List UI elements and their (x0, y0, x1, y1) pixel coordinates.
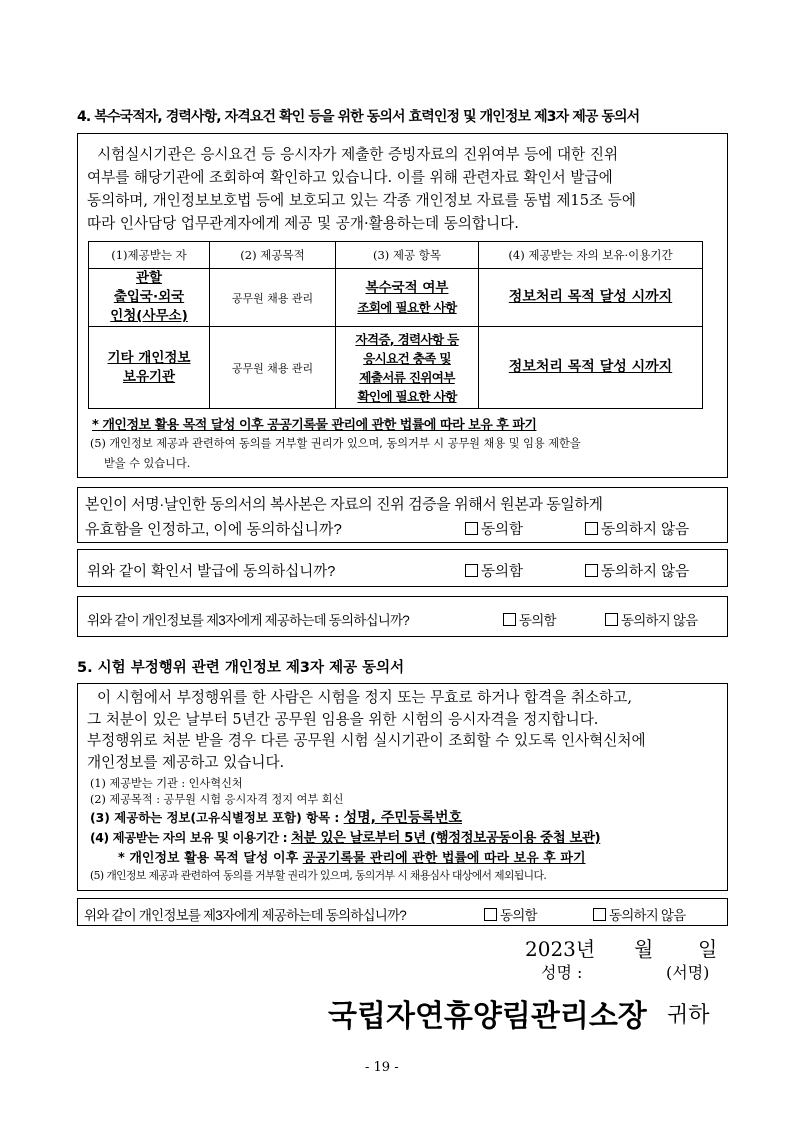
checkbox-square-icon[interactable] (465, 522, 478, 535)
section4-line: 동의하며, 개인정보보호법 등에 보호되고 있는 각종 개인정보 자료를 동법 제15조 등에 (87, 192, 636, 209)
section4-box (77, 133, 728, 478)
recipient-line: 출입국·외국 (113, 289, 185, 305)
agree-checkbox[interactable] (465, 560, 523, 581)
table-row (89, 327, 703, 409)
table-header: (3) 제공 항목 (336, 242, 479, 269)
agree-label: 동의함 (481, 522, 524, 538)
note-prefix: * 개인정보 활용 목적 달성 이후 (118, 851, 303, 866)
consent-copy-line2: 유효함을 인정하고, 이에 동의하십니까? (85, 521, 342, 538)
recipient-cell (89, 269, 210, 327)
recipient-line: 보유기관 (122, 368, 176, 385)
consent-cert-box (77, 549, 728, 587)
checkbox-square-icon[interactable] (593, 908, 606, 921)
agree-checkbox[interactable] (484, 904, 537, 924)
period-cell: 정보처리 목적 달성 시까지 (479, 327, 703, 409)
section5-line: 이 시험에서 부정행위를 한 사람은 시험을 정지 또는 무효로 하거나 합격을 취소하고, (97, 689, 632, 706)
disagree-label: 동의하지 않음 (621, 613, 698, 628)
agree-checkbox[interactable] (465, 518, 523, 539)
recipient-line: 기타 개인정보 (107, 349, 191, 366)
section4-line: 시험실시기관은 응시요건 등 응시자가 제출한 증빙자료의 진위여부 등에 대한 진위 (97, 146, 619, 163)
disagree-label: 동의하지 않음 (601, 522, 690, 538)
addressee-org: 국립자연휴양림관리소장 (328, 999, 647, 1034)
section5-paragraph (87, 687, 717, 773)
section5-item4 (90, 827, 600, 846)
recipient-line: 인청(사무소) (110, 308, 188, 324)
provision-table (88, 241, 703, 409)
items-line: 제출서류 진위여부 (359, 369, 455, 385)
agree-label: 동의함 (519, 613, 556, 628)
checkbox-square-icon[interactable] (605, 613, 618, 626)
section4-title: 4. 복수국적자, 경력사항, 자격요건 확인 등을 위한 동의서 효력인정 및 개인정보 제3자 제공 동의서 (77, 109, 640, 125)
section5-item2: (2) 제공목적 : 공무원 시험 응시자격 정지 여부 회신 (90, 793, 344, 806)
date-month: 월 (634, 937, 654, 961)
checkbox-square-icon[interactable] (585, 564, 598, 577)
section5-note (118, 847, 586, 866)
section4-paragraph (87, 143, 717, 235)
item3-label: (3) 제공하는 정보(고유식별정보 포함) 항목 : (90, 810, 344, 825)
section5-item1: (1) 제공받는 기관 : 인사혁신처 (90, 777, 243, 790)
item4-value: 처분 있은 날로부터 5년 (행정정보공동이용 중첩 보관) (291, 831, 601, 846)
items-line: 조회에 필요한 사항 (357, 299, 457, 315)
section5-item5: (5) 개인정보 제공과 관련하여 동의를 거부할 권리가 있으며, 동의거부 시 채용심사 대상에서 제외됩니다. (90, 869, 547, 882)
item3-value: 성명, 주민등록번호 (343, 810, 463, 826)
checkbox-square-icon[interactable] (465, 564, 478, 577)
disagree-label: 동의하지 않음 (609, 908, 686, 923)
items-line: 자격증, 경력사항 등 (355, 331, 459, 347)
name-label: 성명 : (541, 963, 583, 982)
item4-label: (4) 제공받는 자의 보유 및 이용기간 : (90, 830, 292, 845)
consent-copy-line1: 본인이 서명·날인한 동의서의 복사본은 자료의 진위 검증을 위해서 원본과 동일하게 (85, 496, 603, 513)
consent-cert-question: 위와 같이 확인서 발급에 동의하십니까? (87, 564, 336, 580)
purpose-cell: 공무원 채용 관리 (210, 327, 336, 409)
section5-box (77, 683, 728, 891)
items-line: 확인에 필요한 사항 (357, 388, 457, 404)
date-year: 2023년 (525, 937, 596, 961)
section5-line: 개인정보를 제공하고 있습니다. (87, 753, 285, 771)
table-row (89, 269, 703, 327)
disagree-checkbox[interactable] (585, 560, 689, 581)
consent-third4-box (77, 596, 728, 637)
page-number: - 19 - (365, 1060, 399, 1075)
table-header: (2) 제공목적 (210, 242, 336, 269)
items-cell (336, 327, 479, 409)
table-header: (1)제공받는 자 (89, 242, 210, 269)
consent-third4-question: 위와 같이 개인정보를 제3자에게 제공하는데 동의하십니까? (87, 613, 409, 628)
recipient-cell (89, 327, 210, 409)
items-line: 복수국적 여부 (365, 279, 449, 296)
table-header-row (89, 242, 703, 269)
disagree-checkbox[interactable] (593, 904, 685, 924)
refusal-note-line: 받을 수 있습니다. (104, 457, 191, 470)
refusal-note-line: (5) 개인정보 제공과 관련하여 동의를 거부할 권리가 있으며, 동의거부 시 공무원 채용 및 임용 제한을 (90, 437, 581, 450)
section5-title: 5. 시험 부정행위 관련 개인정보 제3자 제공 동의서 (77, 660, 405, 676)
section5-line: 그 처분이 있은 날부터 5년간 공무원 임용을 위한 시험의 응시자격을 정지합니다. (87, 710, 599, 728)
consent-third5-box (77, 898, 728, 926)
period-cell: 정보처리 목적 달성 시까지 (479, 269, 703, 327)
checkbox-square-icon[interactable] (484, 908, 497, 921)
disagree-checkbox[interactable] (605, 609, 697, 629)
agree-label: 동의함 (481, 564, 524, 580)
agree-checkbox[interactable] (503, 609, 556, 629)
section5-line: 부정행위로 처분 받을 경우 다른 공무원 시험 실시기관이 조회할 수 있도록 인사혁신처에 (87, 732, 646, 749)
refusal-note (90, 434, 716, 474)
consent-third5-question: 위와 같이 개인정보를 제3자에게 제공하는데 동의하십니까? (84, 908, 406, 923)
date-day: 일 (698, 937, 718, 961)
table-header: (4) 제공받는 자의 보유·이용기간 (479, 242, 703, 269)
section4-line: 여부를 해당기관에 조회하여 확인하고 있습니다. 이를 위해 관련자료 확인서 발급에 (87, 169, 613, 186)
consent-copy-box (77, 487, 728, 543)
recipient-line: 관할 (135, 270, 163, 286)
checkbox-square-icon[interactable] (503, 613, 516, 626)
items-line: 응시요건 충족 및 (363, 350, 451, 366)
sign-label[interactable]: (서명) (666, 963, 710, 982)
agree-label: 동의함 (500, 908, 537, 923)
section5-item3 (90, 807, 462, 827)
checkbox-square-icon[interactable] (585, 522, 598, 535)
items-cell (336, 269, 479, 327)
section4-line: 따라 인사담당 업무관계자에게 제공 및 공개·활용하는데 동의합니다. (87, 215, 519, 232)
note-value: 공공기록물 관리에 관한 법률에 따라 보유 후 파기 (302, 851, 586, 866)
disagree-checkbox[interactable] (585, 518, 689, 539)
addressee-suffix: 귀하 (667, 1003, 710, 1028)
disagree-label: 동의하지 않음 (601, 564, 690, 580)
retention-note: * 개인정보 활용 목적 달성 이후 공공기록물 관리에 관한 법률에 따라 보유 후 파기 (92, 418, 537, 433)
purpose-cell: 공무원 채용 관리 (210, 269, 336, 327)
